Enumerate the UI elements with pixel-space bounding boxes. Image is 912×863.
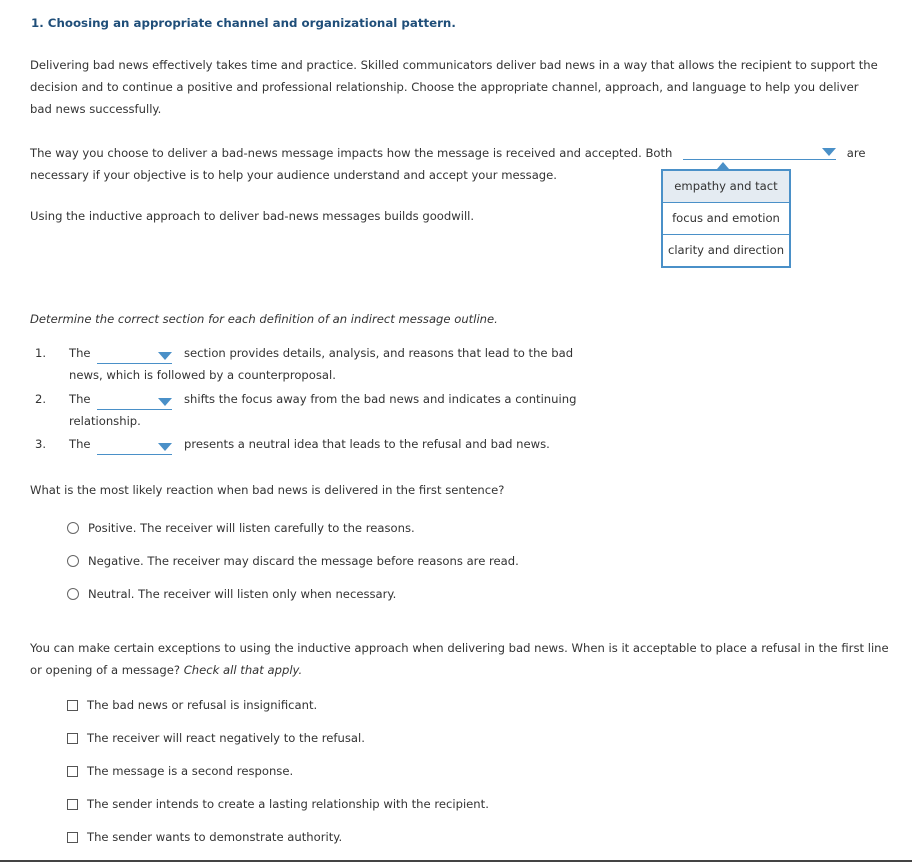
- checkbox[interactable]: [67, 799, 78, 810]
- checkbox-label: The message is a second response.: [87, 764, 294, 778]
- item-text: presents a neutral idea that leads to the refusal and bad news.: [184, 437, 550, 451]
- chevron-down-icon[interactable]: [822, 148, 836, 156]
- outline-dropdown-2[interactable]: [97, 395, 172, 410]
- question-title: 1. Choosing an appropriate channel and organizational pattern.: [31, 16, 456, 30]
- checkbox-label: The sender intends to create a lasting relationship with the recipient.: [87, 797, 489, 811]
- dropdown-option[interactable]: empathy and tact: [663, 171, 789, 202]
- checkbox-label: The receiver will react negatively to the refusal.: [87, 731, 365, 745]
- item-the: The: [69, 392, 91, 406]
- dropdown-pointer: [717, 162, 729, 169]
- checkbox-option[interactable]: [67, 797, 489, 811]
- checkbox[interactable]: [67, 832, 78, 843]
- q4-hint: Check all that apply.: [183, 663, 303, 677]
- q1-dropdown[interactable]: [683, 145, 836, 160]
- dropdown-option[interactable]: focus and emotion: [663, 202, 789, 234]
- checkbox[interactable]: [67, 766, 78, 777]
- radio-option-neutral[interactable]: [67, 587, 396, 601]
- checkbox-label: The sender wants to demonstrate authority.: [87, 830, 343, 844]
- q1-before-text: The way you choose to deliver a bad-news message impacts how the message is received and accepted. Both: [30, 146, 673, 160]
- checkbox[interactable]: [67, 733, 78, 744]
- outline-dropdown-3[interactable]: [97, 440, 172, 455]
- radio-option-negative[interactable]: [67, 554, 519, 568]
- item-text: section provides details, analysis, and reasons that lead to the bad: [184, 346, 574, 360]
- outline-item-3: [30, 433, 550, 455]
- radio-button[interactable]: [67, 555, 79, 567]
- chevron-down-icon[interactable]: [158, 398, 172, 406]
- checkbox[interactable]: [67, 700, 78, 711]
- chevron-down-icon[interactable]: [158, 352, 172, 360]
- item-cont: relationship.: [69, 414, 141, 428]
- outline-item-1: [30, 342, 574, 382]
- radio-label: Negative. The receiver may discard the message before reasons are read.: [88, 554, 519, 568]
- radio-label: Neutral. The receiver will listen only when necessary.: [88, 587, 397, 601]
- bottom-divider: [0, 860, 912, 862]
- item-text: shifts the focus away from the bad news and indicates a continuing: [184, 392, 577, 406]
- intro-paragraph: Delivering bad news effectively takes time and practice. Skilled communicators deliver bad news in a way that allows the recipient to support the decision and to continue a positive and professional relationship. Choose the appropriate channel, approach, and language to help you deliver bad news successfully.: [30, 58, 878, 116]
- checkbox-option[interactable]: [67, 764, 293, 778]
- item-number: 1.: [34, 346, 46, 360]
- item-cont: news, which is followed by a counterproposal.: [69, 368, 336, 382]
- chevron-down-icon[interactable]: [158, 443, 172, 451]
- radio-button[interactable]: [67, 522, 79, 534]
- q1-after-text: are: [846, 146, 866, 160]
- q3-question: What is the most likely reaction when bad news is delivered in the first sentence?: [30, 483, 505, 497]
- statement-text: Using the inductive approach to deliver bad-news messages builds goodwill.: [30, 209, 475, 223]
- item-number: 3.: [34, 437, 46, 451]
- radio-button[interactable]: [67, 588, 79, 600]
- checkbox-option[interactable]: [67, 698, 317, 712]
- item-the: The: [69, 437, 91, 451]
- q1-dropdown-menu: [661, 169, 791, 268]
- outline-item-2: [30, 388, 577, 428]
- checkbox-option[interactable]: [67, 830, 342, 844]
- checkbox-label: The bad news or refusal is insignificant.: [87, 698, 318, 712]
- outline-instruction: Determine the correct section for each definition of an indirect message outline.: [30, 312, 498, 326]
- dropdown-option[interactable]: clarity and direction: [663, 234, 789, 266]
- q4-question-text: You can make certain exceptions to using the inductive approach when delivering bad news. When is it acceptable to place a refusal in the first line or opening of a message?: [30, 641, 889, 677]
- item-number: 2.: [34, 392, 46, 406]
- radio-label: Positive. The receiver will listen carefully to the reasons.: [88, 521, 415, 535]
- radio-option-positive[interactable]: [67, 521, 415, 535]
- q4-question: [30, 637, 900, 681]
- outline-dropdown-1[interactable]: [97, 349, 172, 364]
- checkbox-option[interactable]: [67, 731, 365, 745]
- item-the: The: [69, 346, 91, 360]
- q1-line2-text: necessary if your objective is to help your audience understand and accept your message.: [30, 168, 557, 182]
